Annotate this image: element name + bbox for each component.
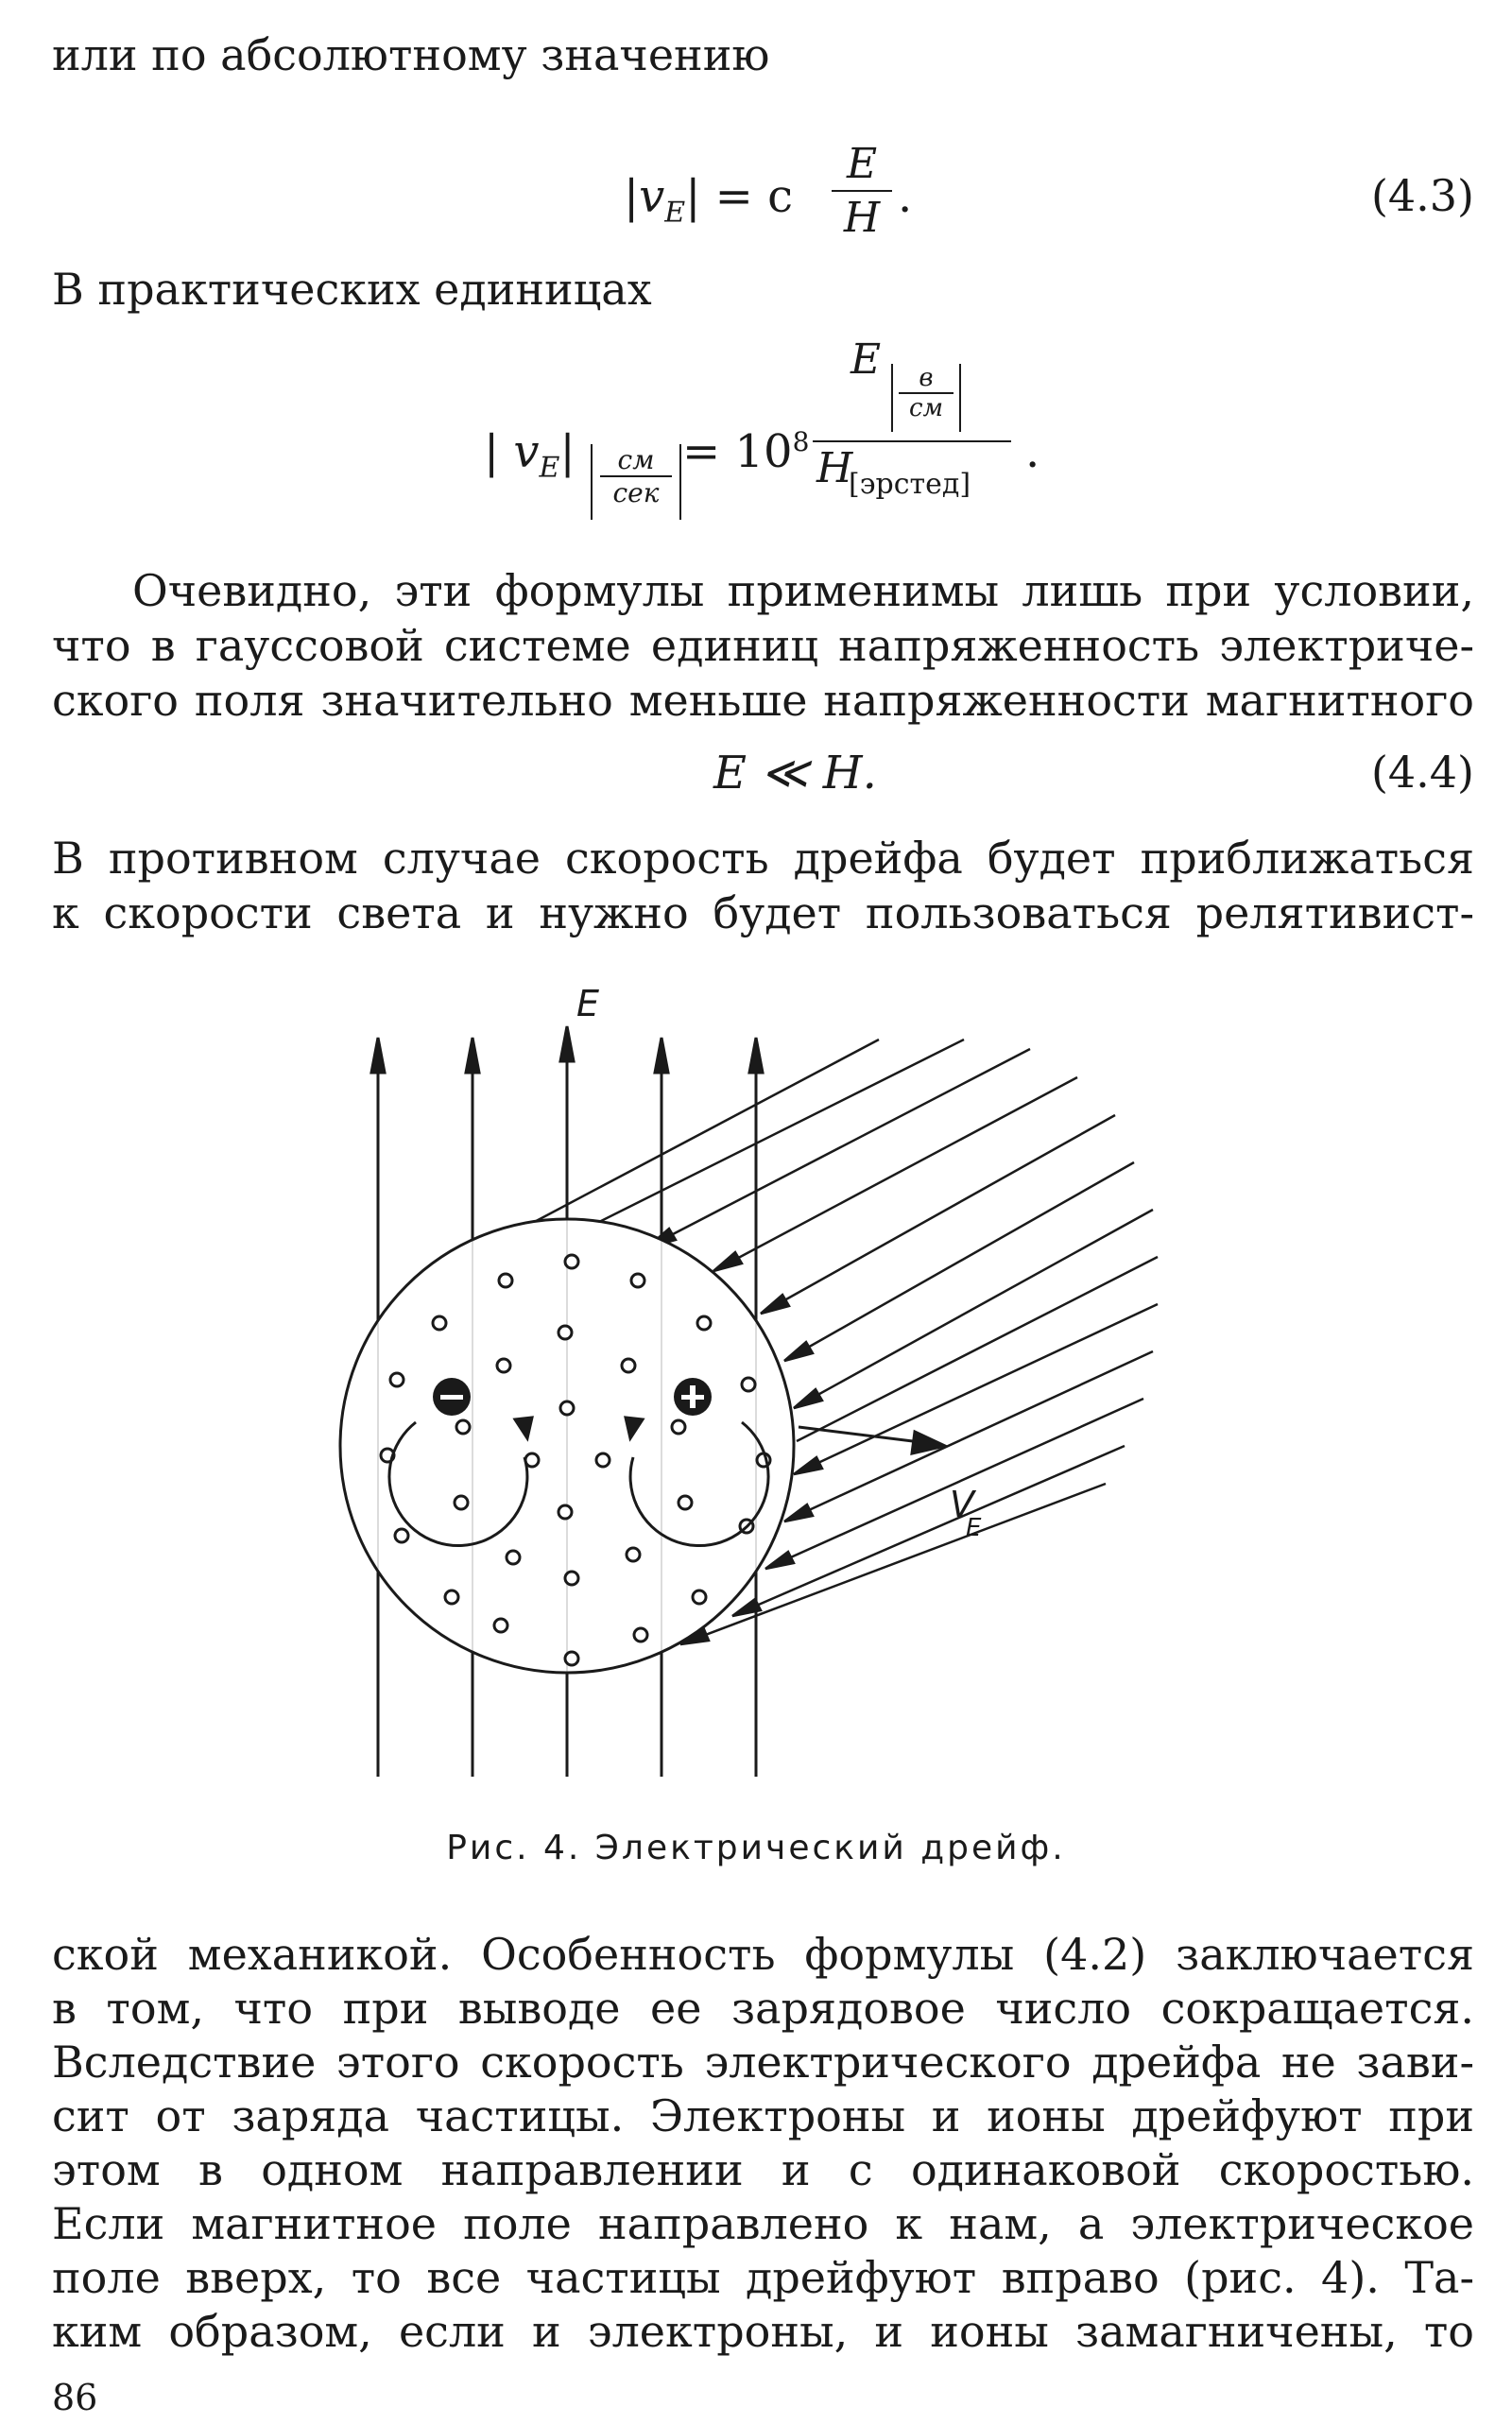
eqp-numerator: E <box>850 335 882 384</box>
eqp-left-unit-den: сек <box>612 477 660 508</box>
label-E: E <box>576 983 600 1024</box>
para3-line-6: Если магнитное поле направлено к нам, а электрическое <box>52 2198 1474 2249</box>
eqp-equals: = 10 <box>682 425 793 478</box>
label-V-sub: E <box>966 1514 982 1542</box>
eqp-den-unit: [эрстед] <box>849 468 971 501</box>
para3-line-2: в том, что при выводе ее зарядовое число сокращается. <box>52 1983 1474 2034</box>
eq43-tail: . <box>898 170 913 223</box>
practical-units-line: В практических единицах <box>52 264 652 315</box>
drift-velocity-arrow <box>799 1427 945 1453</box>
para3-line-5: этом в одном направлении и с одинаковой скоростью. <box>52 2144 1474 2195</box>
plus-sign-icon <box>690 1385 696 1408</box>
para1-line-2: что в гауссовой системе единиц напряженность электриче- <box>52 620 1474 671</box>
para3-line-8: ким образом, если и электроны, и ионы замагничены, то <box>52 2306 1474 2357</box>
eq44-number: (4.4) <box>1370 747 1474 798</box>
equation-4-4: E ≪ H. <box>713 747 877 799</box>
eqp-denominator: H <box>816 444 853 492</box>
eqp-lhs: | v <box>484 425 540 478</box>
para2-line-1: В противном случае скорость дрейфа будет приближаться <box>52 833 1474 884</box>
eq43-lhs-sub: E <box>664 196 686 230</box>
eqp-lhs-sub: E <box>539 451 560 485</box>
para3-line-1: ской механикой. Особенность формулы (4.2) заключается <box>52 1929 1474 1980</box>
figure-caption: Рис. 4. Электрический дрейф. <box>446 1829 1066 1867</box>
page-number: 86 <box>52 2377 98 2418</box>
para3-line-7: поле вверх, то все частицы дрейфуют вправо (рис. 4). Та- <box>52 2252 1474 2303</box>
eqp-num-unit-den: см <box>908 394 944 422</box>
para1-line-3: ского поля значительно меньше напряженности магнитного <box>52 675 1474 726</box>
eq43-denominator: H <box>843 194 881 242</box>
eqp-num-unit-num: в <box>919 364 934 392</box>
eq43-numerator: E <box>846 140 878 188</box>
para2-line-2: к скорости света и нужно будет пользоваться релятивист- <box>52 887 1474 938</box>
minus-sign-icon <box>440 1395 463 1400</box>
para3-line-4: сит от заряда частицы. Электроны и ионы дрейфуют при <box>52 2090 1474 2141</box>
label-V: V <box>950 1484 974 1525</box>
eqp-power: 8 <box>792 426 810 457</box>
para3-line-3: Вследствие этого скорость электрического дрейфа не зави- <box>52 2037 1474 2088</box>
eqp-lhs-bar: | <box>559 425 576 478</box>
eqp-left-unit-num: см <box>617 444 655 475</box>
eqp-tail: . <box>1025 425 1040 478</box>
eq43-lhs-close: | = c <box>685 170 793 223</box>
intro-line: или по абсолютному значению <box>52 29 770 80</box>
eq43-lhs: |v <box>624 170 665 223</box>
eq43-number: (4.3) <box>1370 170 1474 221</box>
para1-line-1: Очевидно, эти формулы применимы лишь при условии, <box>132 565 1474 616</box>
